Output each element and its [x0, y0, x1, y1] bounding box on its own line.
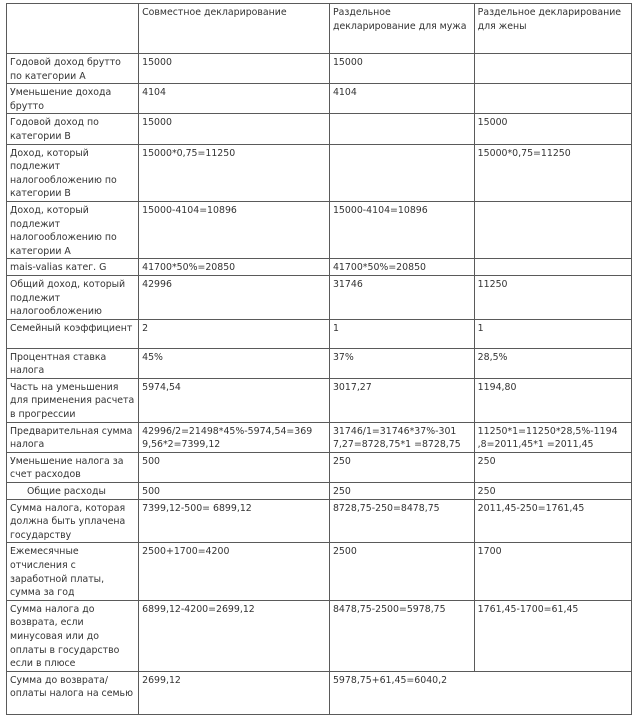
value-cell: 8728,75-250=8478,75 — [329, 499, 474, 543]
table-row — [7, 378, 632, 422]
value-cell: 15000 — [139, 114, 330, 144]
value-cell: 41700*50%=20850 — [329, 259, 474, 276]
table-row — [7, 201, 632, 258]
value-cell: 11250*1=11250*28,5%-1194 ,8=2011,45*1 =2011,45 — [474, 422, 631, 452]
table-row — [7, 259, 632, 276]
table-row — [7, 422, 632, 452]
value-cell: 6899,12-4200=2699,12 — [139, 600, 330, 671]
row-label: Сумма до возврата/оплаты налога на семью — [7, 671, 139, 714]
value-cell: 250 — [329, 452, 474, 482]
value-cell: 250 — [474, 452, 631, 482]
row-label: Ежемесячные отчисления с заработной платы, сумма за год — [7, 543, 139, 600]
value-cell: 15000*0,75=11250 — [139, 144, 330, 201]
final-row — [7, 671, 632, 714]
value-cell — [474, 201, 631, 258]
value-cell: 1700 — [474, 543, 631, 600]
header-separate-wife: Раздельное декларирование для жены — [474, 4, 631, 54]
row-label: Процентная ставка налога — [7, 348, 139, 378]
family-total-joint: 2699,12 — [139, 671, 330, 714]
table-row — [7, 483, 632, 500]
value-cell: 31746 — [329, 275, 474, 319]
value-cell: 15000 — [329, 54, 474, 84]
value-cell: 45% — [139, 348, 330, 378]
row-label: Предварительная сумма налога — [7, 422, 139, 452]
family-total-separate: 5978,75+61,45=6040,2 — [329, 671, 631, 714]
value-cell: 3017,27 — [329, 378, 474, 422]
value-cell: 1194,80 — [474, 378, 631, 422]
header-row — [7, 4, 632, 54]
row-label: Доход, который подлежит налогообложению по категории B — [7, 144, 139, 201]
table-row — [7, 114, 632, 144]
row-label: Общий доход, который подлежит налогообложению — [7, 275, 139, 319]
value-cell: 11250 — [474, 275, 631, 319]
value-cell: 42996/2=21498*45%-5974,54=369 9,56*2=7399,12 — [139, 422, 330, 452]
value-cell: 250 — [474, 483, 631, 500]
value-cell: 2011,45-250=1761,45 — [474, 499, 631, 543]
table-row — [7, 452, 632, 482]
table-row — [7, 54, 632, 84]
value-cell: 500 — [139, 483, 330, 500]
table-row — [7, 275, 632, 319]
row-label: Уменьшение дохода брутто — [7, 84, 139, 114]
value-cell: 15000-4104=10896 — [139, 201, 330, 258]
value-cell — [329, 114, 474, 144]
value-cell: 5974,54 — [139, 378, 330, 422]
value-cell: 31746/1=31746*37%-301 7,27=8728,75*1 =8728,75 — [329, 422, 474, 452]
header-cell-empty — [7, 4, 139, 54]
value-cell: 2500 — [329, 543, 474, 600]
value-cell: 500 — [139, 452, 330, 482]
header-joint-declaration: Совместное декларирование — [139, 4, 330, 54]
value-cell: 15000*0,75=11250 — [474, 144, 631, 201]
value-cell: 15000 — [139, 54, 330, 84]
value-cell: 2500+1700=4200 — [139, 543, 330, 600]
value-cell: 4104 — [329, 84, 474, 114]
row-label: Часть на уменьшения для применения расчета в прогрессии — [7, 378, 139, 422]
value-cell: 15000-4104=10896 — [329, 201, 474, 258]
value-cell — [329, 144, 474, 201]
row-label: Семейный коэффициент — [7, 319, 139, 348]
table-row — [7, 499, 632, 543]
value-cell: 15000 — [474, 114, 631, 144]
table-row — [7, 543, 632, 600]
row-label: Уменьшение налога за счет расходов — [7, 452, 139, 482]
table-body — [7, 4, 632, 715]
row-label: mais-valias катег. G — [7, 259, 139, 276]
row-label: Годовой доход брутто по категории A — [7, 54, 139, 84]
value-cell — [474, 84, 631, 114]
table-row — [7, 348, 632, 378]
value-cell: 7399,12-500= 6899,12 — [139, 499, 330, 543]
value-cell: 41700*50%=20850 — [139, 259, 330, 276]
tax-comparison-table — [6, 3, 632, 715]
value-cell: 2 — [139, 319, 330, 348]
row-label: Годовой доход по категории B — [7, 114, 139, 144]
row-label: Сумма налога до возврата, если минусовая или до оплаты в государство если в плюсе — [7, 600, 139, 671]
value-cell: 8478,75-2500=5978,75 — [329, 600, 474, 671]
value-cell — [474, 259, 631, 276]
row-label: Общие расходы — [7, 483, 139, 500]
table-row — [7, 144, 632, 201]
value-cell: 250 — [329, 483, 474, 500]
table-row — [7, 84, 632, 114]
row-label: Доход, который подлежит налогообложению по категории A — [7, 201, 139, 258]
table-row — [7, 319, 632, 348]
value-cell: 37% — [329, 348, 474, 378]
value-cell: 4104 — [139, 84, 330, 114]
value-cell: 1761,45-1700=61,45 — [474, 600, 631, 671]
value-cell: 1 — [329, 319, 474, 348]
value-cell: 1 — [474, 319, 631, 348]
value-cell — [474, 54, 631, 84]
table-row — [7, 600, 632, 671]
value-cell: 28,5% — [474, 348, 631, 378]
value-cell: 42996 — [139, 275, 330, 319]
row-label: Сумма налога, которая должна быть уплачена государству — [7, 499, 139, 543]
header-separate-husband: Раздельное декларирование для мужа — [329, 4, 474, 54]
